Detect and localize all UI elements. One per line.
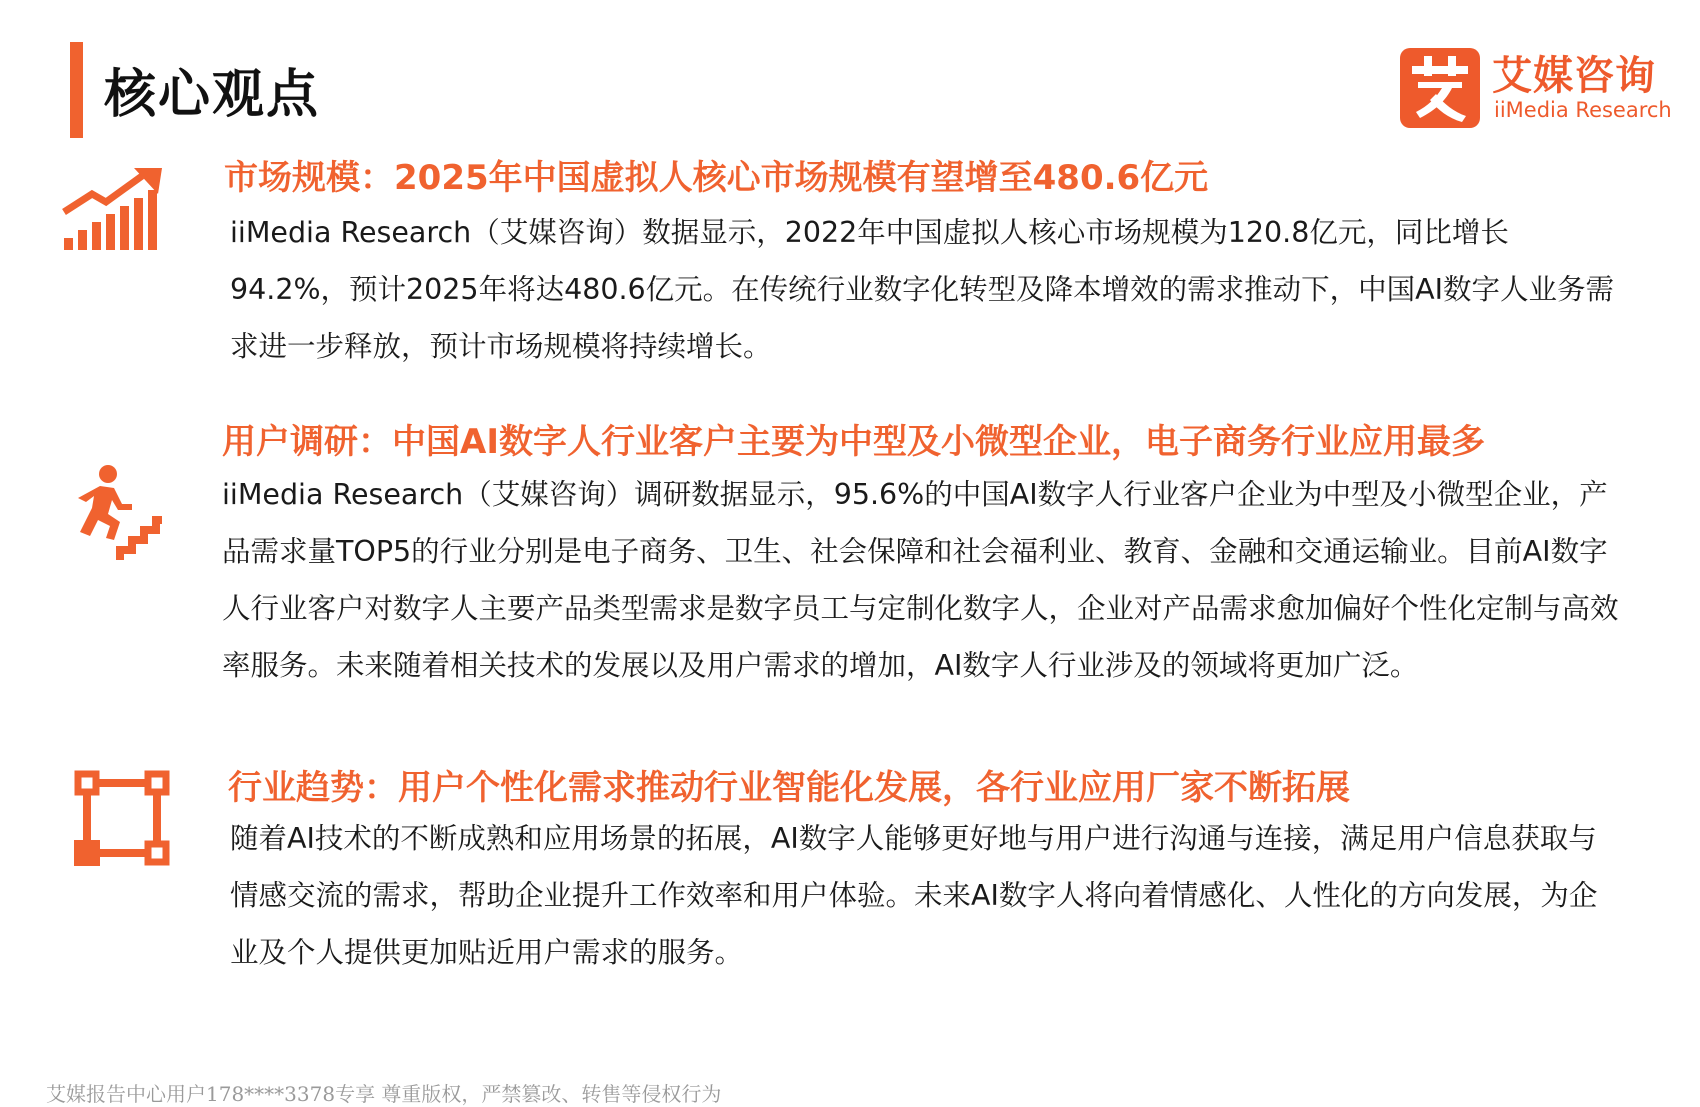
- footer-copyright: 艾媒报告中心用户178****3378专享 尊重版权，严禁篡改、转售等侵权行为: [46, 1082, 722, 1106]
- connected-nodes-icon: [74, 770, 170, 870]
- logo-name-cn: 艾媒咨询: [1492, 53, 1656, 99]
- section-heading-survey: 用户调研：中国AI数字人行业客户主要为中型及小微型企业，电子商务行业应用最多: [222, 422, 1485, 462]
- page-title: 核心观点: [104, 65, 321, 125]
- section-body-trend: 随着AI技术的不断成熟和应用场景的拓展，AI数字人能够更好地与用户进行沟通与连接，满足用户信息获取与情感交流的需求，帮助企业提升工作效率和用户体验。未来AI数字人将向着情感化、人性化的方向发展，为企业及个人提供更加贴近用户需求的服务。: [230, 822, 1598, 969]
- section-body-market: iiMedia Research（艾媒咨询）数据显示，2022年中国虚拟人核心市场规模为120.8亿元，同比增长94.2%，预计2025年将达480.6亿元。在传统行业数字化转型及降本增效的需求推动下，中国AI数字人业务需求进一步释放，预计市场规模将持续增长。: [230, 216, 1615, 363]
- growth-chart-icon: [62, 166, 168, 256]
- section-heading-market: 市场规模：2025年中国虚拟人核心市场规模有望增至480.6亿元: [224, 158, 1209, 198]
- brand-logo: [1400, 44, 1680, 130]
- section-body-survey: iiMedia Research（艾媒咨询）调研数据显示，95.6%的中国AI数字人行业客户企业为中型及小微型企业，产品需求量TOP5的行业分别是电子商务、卫生、社会保障和社会福利业、教育、金融和交通运输业。目前AI数字人行业客户对数字人主要产品类型需求是数字员工与定制化数字人，企业对产品需求愈加偏好个性化定制与高效率服务。未来随着相关技术的发展以及用户需求的增加，AI数字人行业涉及的领域将更加广泛。: [222, 478, 1619, 682]
- section-heading-trend: 行业趋势：用户个性化需求推动行业智能化发展，各行业应用厂家不断拓展: [228, 768, 1350, 808]
- logo-name-en: iiMedia Research: [1494, 98, 1672, 122]
- title-accent-bar: [70, 42, 83, 138]
- logo-mark-icon: [1400, 48, 1480, 128]
- person-climbing-stairs-icon: [70, 464, 162, 566]
